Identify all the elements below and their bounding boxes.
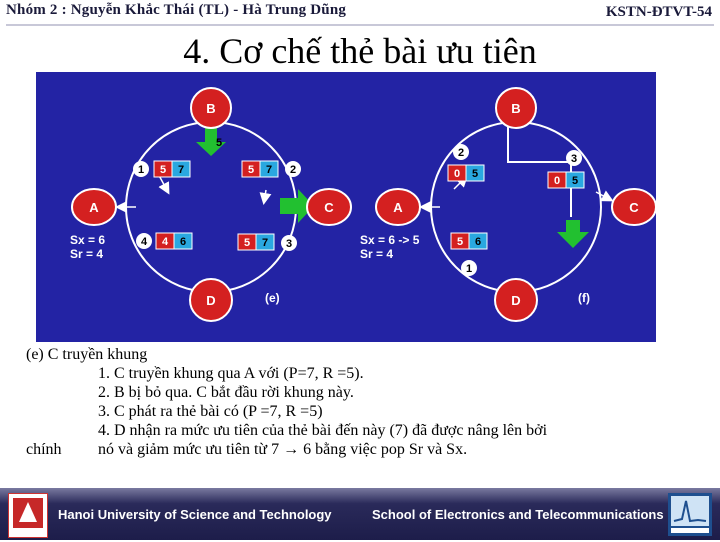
token-ring-diagram — [36, 72, 656, 342]
svg-text:B: B — [206, 101, 216, 116]
svg-text:5: 5 — [471, 168, 479, 180]
step-3-f — [566, 150, 582, 166]
svg-text:3: 3 — [570, 153, 578, 165]
svg-text:D: D — [511, 293, 521, 308]
svg-text:A: A — [393, 200, 403, 215]
tag-f: (f) — [578, 291, 590, 305]
step-2-f — [453, 144, 469, 160]
packet-2-f — [548, 172, 584, 188]
step-2-e — [285, 161, 301, 177]
svg-text:7: 7 — [177, 164, 185, 176]
arrow-to-c-e — [264, 190, 266, 202]
svg-text:D: D — [206, 293, 216, 308]
university-logo — [8, 493, 48, 538]
node-b-f — [496, 88, 536, 128]
step-1-f — [461, 260, 477, 276]
caption-line-1: 1. C truyền khung qua A với (P=7, R =5). — [98, 365, 364, 382]
node-a-e — [72, 189, 116, 225]
svg-text:6: 6 — [179, 236, 187, 248]
incoming-value-e: 5 — [216, 137, 223, 149]
svg-text:C: C — [629, 200, 639, 215]
svg-text:2: 2 — [289, 164, 297, 176]
svg-text:4: 4 — [140, 236, 148, 248]
caption-line-5-prefix: chính — [26, 441, 62, 458]
svg-text:1: 1 — [137, 164, 145, 176]
svg-text:A: A — [89, 200, 99, 215]
packet-3-e — [238, 234, 274, 250]
step-4-e — [136, 233, 152, 249]
outgoing-arrow-f — [557, 220, 589, 248]
step-1-e — [133, 161, 149, 177]
svg-text:1: 1 — [465, 263, 473, 275]
diagram-f — [360, 88, 656, 321]
svg-text:0: 0 — [453, 168, 461, 180]
svg-text:5: 5 — [247, 164, 255, 176]
arrow-to-c-f — [596, 192, 611, 200]
packet-3-f — [451, 233, 487, 249]
header-divider — [6, 24, 714, 26]
svg-text:3: 3 — [285, 238, 293, 250]
footer-right-text: School of Electronics and Telecommunications — [372, 507, 664, 522]
packet-1-f — [448, 165, 484, 181]
svg-text:C: C — [324, 200, 334, 215]
caption-line-2: 2. B bị bỏ qua. C bắt đầu rời khung này. — [98, 384, 354, 401]
node-d-f — [495, 279, 537, 321]
svg-text:4: 4 — [161, 236, 169, 248]
step-3-e — [281, 235, 297, 251]
svg-text:5: 5 — [243, 237, 251, 249]
caption-line-4: 4. D nhận ra mức ưu tiên của thẻ bài đến này (7) đã được nâng lên bởi — [98, 422, 548, 439]
svg-text:5: 5 — [159, 164, 167, 176]
packet-2-e — [242, 161, 278, 177]
packet-4-e — [156, 233, 192, 249]
svg-text:7: 7 — [261, 237, 269, 249]
node-c-f — [612, 189, 656, 225]
school-logo — [668, 493, 712, 536]
caption-line-0: (e) C truyền khung — [26, 346, 148, 363]
diagram-e — [70, 88, 351, 321]
caption-line-3: 3. C phát ra thẻ bài có (P =7, R =5) — [98, 403, 323, 420]
svg-text:6: 6 — [474, 236, 482, 248]
svg-text:7: 7 — [265, 164, 273, 176]
packet-1-e — [154, 161, 190, 177]
slide-title: 4. Cơ chế thẻ bài ưu tiên — [183, 31, 537, 71]
caption-line-5: nó và giảm mức ưu tiên từ 7 → 6 bằng việc pop Sr và Sx. — [98, 441, 468, 458]
svg-text:5: 5 — [571, 175, 579, 187]
header-course: KSTN-ĐTVT-54 — [605, 4, 712, 20]
svg-text:B: B — [511, 101, 521, 116]
svg-text:2: 2 — [457, 147, 465, 159]
header-authors: Nhóm 2 : Nguyễn Khắc Thái (TL) - Hà Trung Dũng — [6, 2, 347, 18]
tag-e: (e) — [265, 291, 280, 305]
svg-text:5: 5 — [456, 236, 464, 248]
sr-label-f: Sr = 4 — [360, 247, 394, 261]
node-a-f — [376, 189, 420, 225]
sr-label-e: Sr = 4 — [70, 247, 104, 261]
node-b-e — [191, 88, 231, 128]
svg-text:0: 0 — [553, 175, 561, 187]
footer-left-text: Hanoi University of Science and Technology — [58, 507, 332, 522]
node-c-e — [307, 189, 351, 225]
sx-label-e: Sx = 6 — [70, 233, 106, 247]
sx-label-f: Sx = 6 -> 5 — [360, 233, 420, 247]
node-d-e — [190, 279, 232, 321]
